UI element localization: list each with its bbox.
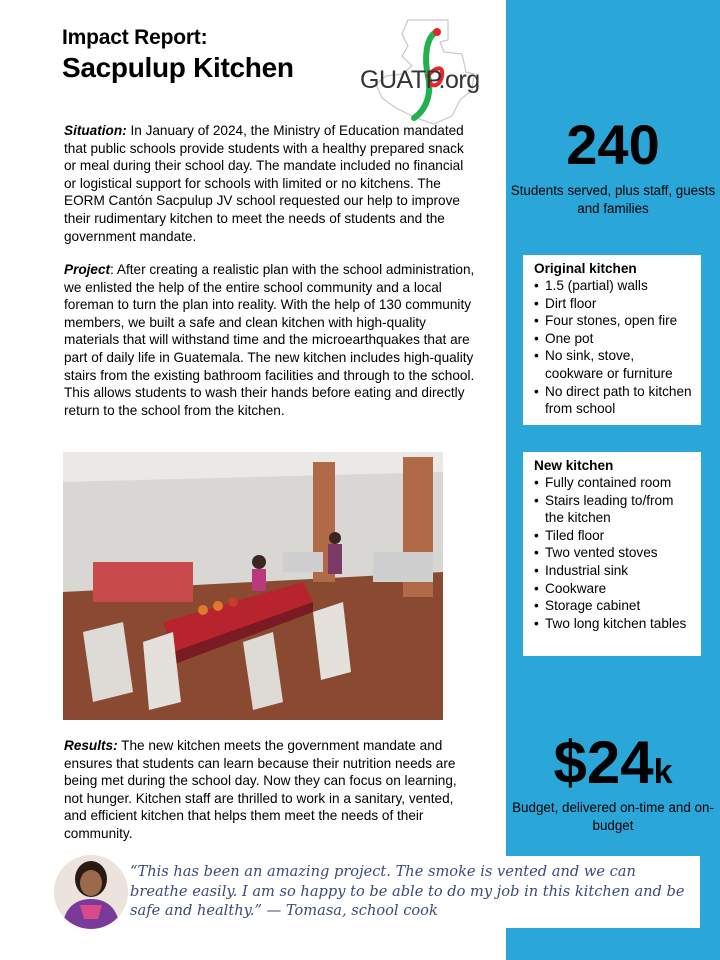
budget-number: $24 [553, 729, 654, 796]
logo-text: GUATP.org [360, 66, 480, 94]
list-item: • No sink, stove, cookware or furniture [534, 347, 693, 382]
report-title-label: Impact Report: [62, 26, 208, 49]
list-item: • Tiled floor [534, 527, 693, 545]
list-item: • 1.5 (partial) walls [534, 277, 693, 295]
project-paragraph [64, 261, 476, 419]
list-item: • No direct path to kitchen from school [534, 383, 693, 418]
list-item: • Dirt floor [534, 295, 693, 313]
list-item: • Industrial sink [534, 562, 693, 580]
kitchen-photo [63, 452, 443, 720]
list-item: • Fully contained room [534, 474, 693, 492]
situation-text: In January of 2024, the Ministry of Education mandated that public schools provide students with a healthy prepared snack or meal during their school day. The mandate included no financial or logistical support for schools with limited or no kitchens. The EORM Cantón Sacpulup JV school requested our help to improve their rudimentary kitchen to meet the needs of students and the government mandate. [64, 123, 464, 244]
original-kitchen-box [523, 255, 701, 425]
list-item: • Two long kitchen tables [534, 615, 693, 633]
results-paragraph [64, 737, 476, 843]
students-count: 240 [566, 113, 660, 176]
budget-suffix: k [653, 753, 673, 791]
list-item: • Cookware [534, 580, 693, 598]
budget-amount [506, 726, 720, 809]
list-item: • Two vented stoves [534, 544, 693, 562]
results-text: The new kitchen meets the government mandate and ensures that students can learn because their nutrition needs are being met during the school day. Now they can focus on learning, not hunger. Kitchen staff are thrilled to work in a sanitary, vented, and efficient kitchen that helps them meet the needs of their community. [64, 738, 457, 841]
quote-box [120, 856, 700, 928]
list-item: • Storage cabinet [534, 597, 693, 615]
new-kitchen-title: New kitchen [534, 458, 614, 473]
new-kitchen-box [523, 452, 701, 656]
situation-paragraph [64, 122, 476, 245]
list-item: • Stairs leading to/from the kitchen [534, 492, 693, 527]
budget-description: Budget, delivered on-time and on-budget [512, 800, 714, 833]
situation-label: Situation: [64, 123, 127, 138]
project-label: Project [64, 262, 111, 277]
original-kitchen-title: Original kitchen [534, 261, 637, 276]
testimonial-quote: “This has been an amazing project. The smoke is vented and we can breathe easily. I am so happy to be able to do my job in this kitchen and be safe and healthy.” — Tomasa, school cook [130, 863, 685, 919]
project-text: : After creating a realistic plan with the school administration, we enlisted the help of the entire school community and a local foreman to turn the plan into reality. With the help of 130 community members, we built a safe and clean kitchen with high-quality materials that will withstand time and the microearthquakes that are part of daily life in Guatemala. The new kitchen includes high-quality stairs from the existing bathroom facilities and through to the school. This allows students to wash their hands before eating and directly return to the school from the kitchen. [64, 262, 475, 418]
students-description: Students served, plus staff, guests and families [510, 183, 716, 216]
list-item: • Four stones, open fire [534, 312, 693, 330]
page-title: Sacpulup Kitchen [62, 52, 294, 83]
list-item: • One pot [534, 330, 693, 348]
guatp-logo [356, 18, 486, 130]
results-label: Results: [64, 738, 118, 753]
avatar [54, 855, 128, 929]
